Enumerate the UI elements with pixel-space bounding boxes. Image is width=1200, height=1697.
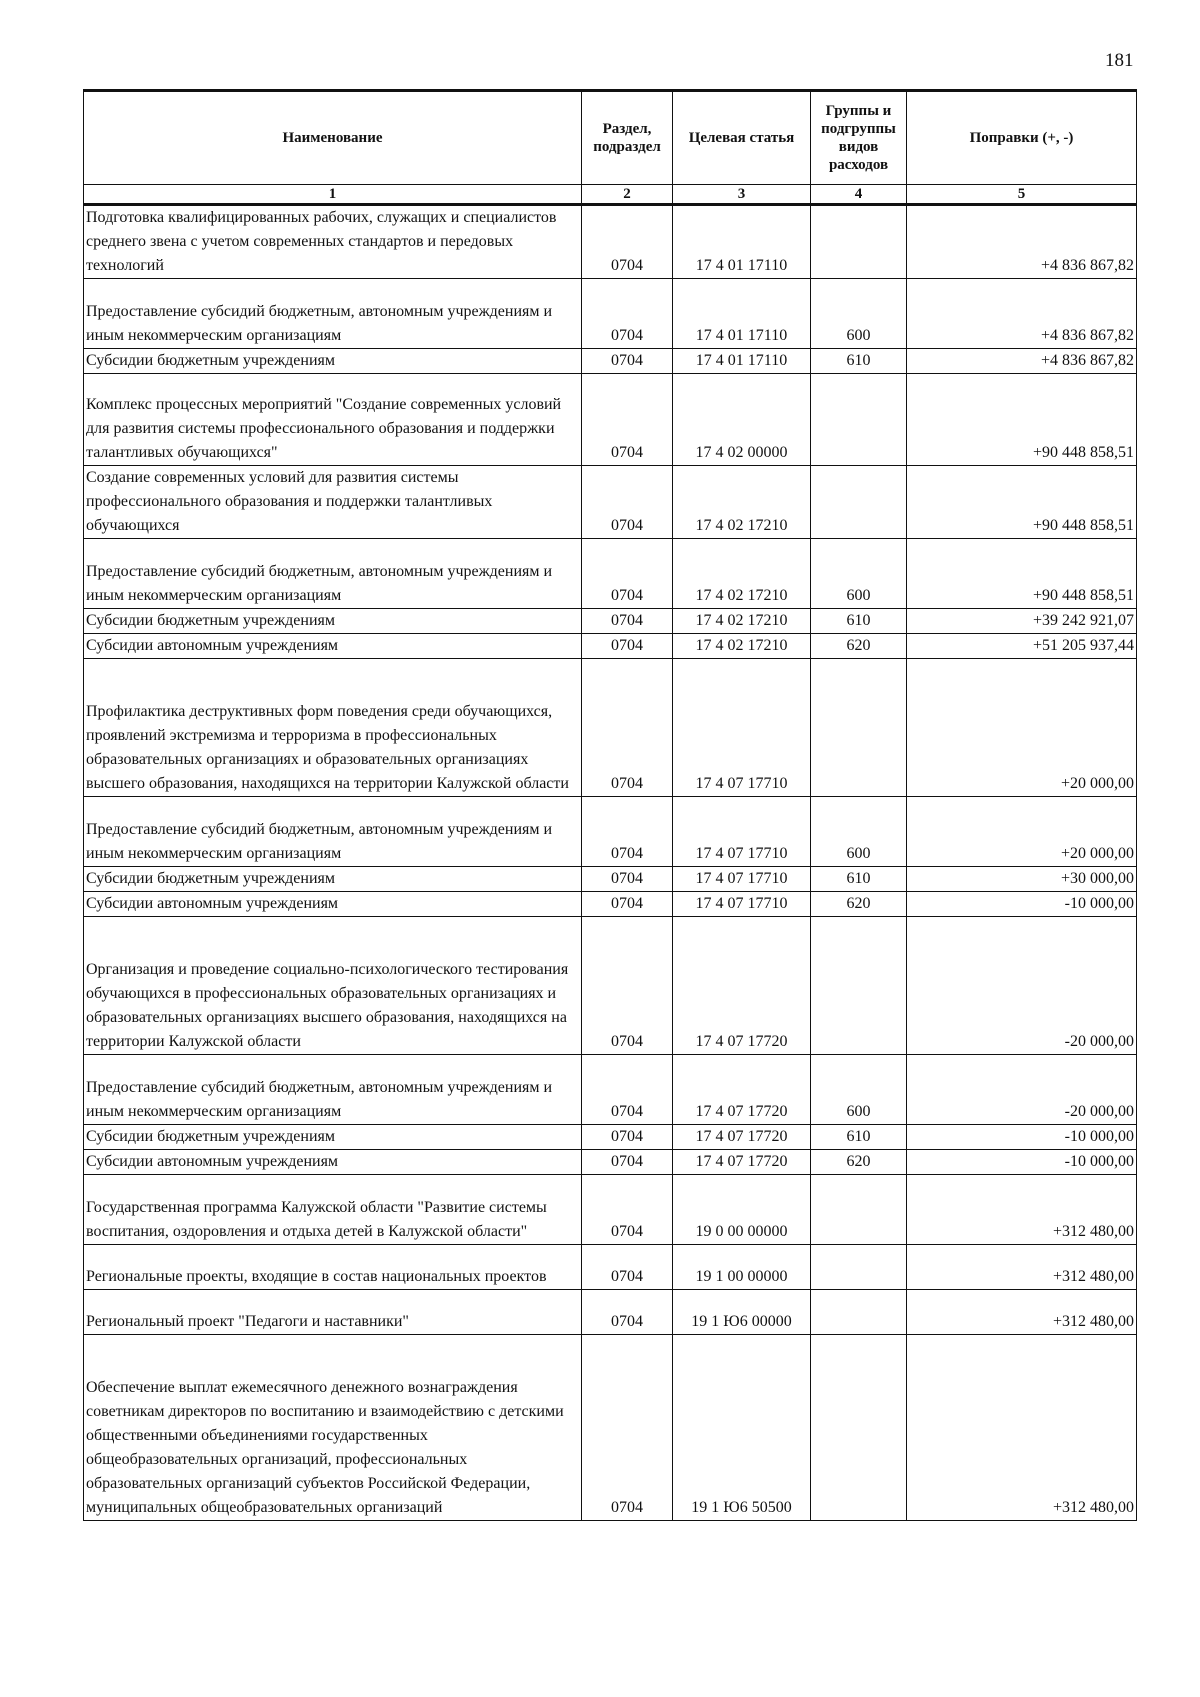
row-name: Государственная программа Калужской области "Развитие системы воспитания, оздоровления и отдыха детей в Калужской области" xyxy=(84,1175,582,1245)
row-name: Предоставление субсидий бюджетным, автономным учреждениям и иным некоммерческим организациям xyxy=(84,279,582,349)
row-group xyxy=(811,1175,907,1245)
row-razdel: 0704 xyxy=(582,1175,673,1245)
row-target: 19 0 00 00000 xyxy=(673,1175,811,1245)
row-target: 17 4 07 17720 xyxy=(673,917,811,1055)
header-groups: Группы и подгруппы видов расходов xyxy=(811,91,907,185)
row-target: 19 1 Ю6 00000 xyxy=(673,1290,811,1335)
row-amount: +312 480,00 xyxy=(907,1245,1137,1290)
row-target: 17 4 02 17210 xyxy=(673,609,811,634)
table-row xyxy=(84,917,1137,1055)
row-target: 19 1 Ю6 50500 xyxy=(673,1335,811,1521)
row-group: 610 xyxy=(811,609,907,634)
table-row xyxy=(84,349,1137,374)
row-razdel: 0704 xyxy=(582,539,673,609)
table-row xyxy=(84,374,1137,466)
row-group: 620 xyxy=(811,892,907,917)
row-amount: +312 480,00 xyxy=(907,1175,1137,1245)
row-name: Субсидии бюджетным учреждениям xyxy=(84,867,582,892)
table-row xyxy=(84,797,1137,867)
row-group: 600 xyxy=(811,797,907,867)
row-name: Предоставление субсидий бюджетным, автономным учреждениям и иным некоммерческим организациям xyxy=(84,539,582,609)
row-amount: -20 000,00 xyxy=(907,1055,1137,1125)
table-row xyxy=(84,1125,1137,1150)
row-group: 620 xyxy=(811,1150,907,1175)
row-group: 600 xyxy=(811,1055,907,1125)
column-number: 2 xyxy=(582,185,673,205)
row-amount: +20 000,00 xyxy=(907,797,1137,867)
row-name: Обеспечение выплат ежемесячного денежного вознаграждения советникам директоров по воспитанию и взаимодействию с детскими общественными объединениями государственных общеобразовательных организаций, профессиональных образовательных организаций субъектов Российской Федерации, муниципальных общеобразовательных организаций xyxy=(84,1335,582,1521)
row-name: Создание современных условий для развития системы профессионального образования и поддержки талантливых обучающихся xyxy=(84,466,582,539)
row-name: Субсидии бюджетным учреждениям xyxy=(84,609,582,634)
row-razdel: 0704 xyxy=(582,374,673,466)
row-target: 17 4 01 17110 xyxy=(673,205,811,279)
table-row xyxy=(84,609,1137,634)
row-amount: +51 205 937,44 xyxy=(907,634,1137,659)
row-amount: -10 000,00 xyxy=(907,1125,1137,1150)
table-row xyxy=(84,1175,1137,1245)
row-target: 17 4 02 17210 xyxy=(673,466,811,539)
row-target: 17 4 07 17710 xyxy=(673,892,811,917)
row-razdel: 0704 xyxy=(582,466,673,539)
row-name: Региональный проект "Педагоги и наставники" xyxy=(84,1290,582,1335)
page-number: 181 xyxy=(1105,50,1134,71)
row-target: 17 4 07 17710 xyxy=(673,659,811,797)
table-row xyxy=(84,466,1137,539)
row-target: 17 4 07 17720 xyxy=(673,1125,811,1150)
table-row xyxy=(84,892,1137,917)
row-target: 17 4 07 17720 xyxy=(673,1150,811,1175)
table-body xyxy=(84,205,1137,1521)
row-group: 610 xyxy=(811,1125,907,1150)
row-name: Подготовка квалифицированных рабочих, служащих и специалистов среднего звена с учетом современных стандартов и передовых технологий xyxy=(84,205,582,279)
row-name: Профилактика деструктивных форм поведения среди обучающихся, проявлений экстремизма и терроризма в профессиональных образовательных организациях и образовательных организациях высшего образования, находящихся на территории Калужской области xyxy=(84,659,582,797)
table-row xyxy=(84,659,1137,797)
row-group xyxy=(811,659,907,797)
row-razdel: 0704 xyxy=(582,205,673,279)
row-group xyxy=(811,205,907,279)
row-group xyxy=(811,917,907,1055)
row-name: Субсидии автономным учреждениям xyxy=(84,634,582,659)
row-razdel: 0704 xyxy=(582,1335,673,1521)
row-group: 600 xyxy=(811,539,907,609)
row-razdel: 0704 xyxy=(582,634,673,659)
row-target: 17 4 02 17210 xyxy=(673,539,811,609)
column-number: 5 xyxy=(907,185,1137,205)
row-name: Субсидии бюджетным учреждениям xyxy=(84,349,582,374)
row-amount: +90 448 858,51 xyxy=(907,539,1137,609)
column-numbers-row xyxy=(84,185,1137,205)
row-name: Субсидии бюджетным учреждениям xyxy=(84,1125,582,1150)
row-amount: +20 000,00 xyxy=(907,659,1137,797)
row-group xyxy=(811,466,907,539)
table-row xyxy=(84,1290,1137,1335)
table-row xyxy=(84,1055,1137,1125)
row-group xyxy=(811,1335,907,1521)
header-name: Наименование xyxy=(84,91,582,185)
row-razdel: 0704 xyxy=(582,1055,673,1125)
row-target: 17 4 01 17110 xyxy=(673,349,811,374)
table-row xyxy=(84,205,1137,279)
row-name: Субсидии автономным учреждениям xyxy=(84,1150,582,1175)
row-razdel: 0704 xyxy=(582,892,673,917)
table-row xyxy=(84,867,1137,892)
row-amount: +312 480,00 xyxy=(907,1335,1137,1521)
header-target: Целевая статья xyxy=(673,91,811,185)
row-amount: +90 448 858,51 xyxy=(907,374,1137,466)
header-amendments: Поправки (+, -) xyxy=(907,91,1137,185)
row-group xyxy=(811,1290,907,1335)
row-group: 600 xyxy=(811,279,907,349)
table-row xyxy=(84,539,1137,609)
row-group: 620 xyxy=(811,634,907,659)
column-number: 4 xyxy=(811,185,907,205)
row-group xyxy=(811,374,907,466)
table-row xyxy=(84,279,1137,349)
row-name: Субсидии автономным учреждениям xyxy=(84,892,582,917)
row-razdel: 0704 xyxy=(582,349,673,374)
row-razdel: 0704 xyxy=(582,867,673,892)
row-target: 17 4 02 17210 xyxy=(673,634,811,659)
header-razdel: Раздел, подраздел xyxy=(582,91,673,185)
table-row xyxy=(84,634,1137,659)
row-amount: -20 000,00 xyxy=(907,917,1137,1055)
row-target: 17 4 07 17710 xyxy=(673,867,811,892)
column-number: 1 xyxy=(84,185,582,205)
table-row xyxy=(84,1245,1137,1290)
row-target: 17 4 07 17710 xyxy=(673,797,811,867)
budget-amendments-table xyxy=(83,89,1137,1521)
row-name: Комплекс процессных мероприятий "Создание современных условий для развития системы профессионального образования и поддержки талантливых обучающихся" xyxy=(84,374,582,466)
header-row xyxy=(84,91,1137,185)
row-name: Предоставление субсидий бюджетным, автономным учреждениям и иным некоммерческим организациям xyxy=(84,1055,582,1125)
row-amount: +4 836 867,82 xyxy=(907,279,1137,349)
row-razdel: 0704 xyxy=(582,917,673,1055)
row-amount: +90 448 858,51 xyxy=(907,466,1137,539)
row-target: 19 1 00 00000 xyxy=(673,1245,811,1290)
row-amount: +39 242 921,07 xyxy=(907,609,1137,634)
row-target: 17 4 01 17110 xyxy=(673,279,811,349)
row-razdel: 0704 xyxy=(582,1125,673,1150)
row-razdel: 0704 xyxy=(582,1290,673,1335)
table-row xyxy=(84,1335,1137,1521)
row-razdel: 0704 xyxy=(582,609,673,634)
row-group: 610 xyxy=(811,349,907,374)
row-target: 17 4 07 17720 xyxy=(673,1055,811,1125)
row-amount: +312 480,00 xyxy=(907,1290,1137,1335)
row-amount: +30 000,00 xyxy=(907,867,1137,892)
row-razdel: 0704 xyxy=(582,797,673,867)
column-number: 3 xyxy=(673,185,811,205)
row-razdel: 0704 xyxy=(582,279,673,349)
row-amount: +4 836 867,82 xyxy=(907,205,1137,279)
row-razdel: 0704 xyxy=(582,1245,673,1290)
row-group xyxy=(811,1245,907,1290)
row-razdel: 0704 xyxy=(582,659,673,797)
row-name: Региональные проекты, входящие в состав национальных проектов xyxy=(84,1245,582,1290)
row-name: Предоставление субсидий бюджетным, автономным учреждениям и иным некоммерческим организациям xyxy=(84,797,582,867)
table-row xyxy=(84,1150,1137,1175)
row-group: 610 xyxy=(811,867,907,892)
row-name: Организация и проведение социально-психологического тестирования обучающихся в профессиональных образовательных организациях и образовательных организациях высшего образования, находящихся на территории Калужской области xyxy=(84,917,582,1055)
row-amount: -10 000,00 xyxy=(907,1150,1137,1175)
row-razdel: 0704 xyxy=(582,1150,673,1175)
row-amount: +4 836 867,82 xyxy=(907,349,1137,374)
row-target: 17 4 02 00000 xyxy=(673,374,811,466)
row-amount: -10 000,00 xyxy=(907,892,1137,917)
